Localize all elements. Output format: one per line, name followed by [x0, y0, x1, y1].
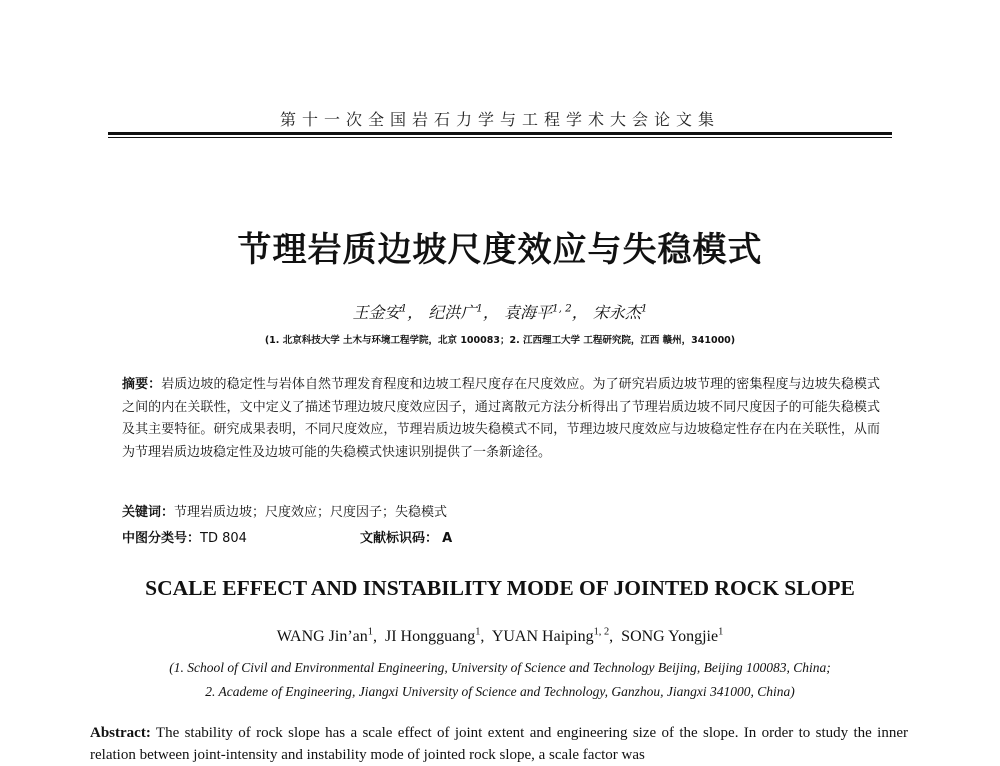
english-affiliation-line-2: 2. Academe of Engineering, Jiangxi University of Science and Technology, Ganzhou, Jiangxi 341000, China)	[205, 684, 795, 699]
author-affiliation-mark: 1	[367, 626, 373, 638]
author-affiliation-mark: 1, 2	[551, 302, 572, 315]
keywords-label: 关键词：	[122, 505, 175, 520]
abstract-text: 岩质边坡的稳定性与岩体自然节理发育程度和边坡工程尺度存在尺度效应。为了研究岩质边坡节理的密集程度与边坡失稳模式之间的内在关联性，文中定义了描述节理边坡尺度效应因子，通过离散元方法分析得出了节理岩质边坡不同尺度因子的可能失稳模式及其主要特征。研究成果表明，不同尺度效应，节理岩质边坡失稳模式不同，节理边坡尺度效应与边坡稳定性存在内在关联性，从而为节理岩质边坡稳定性及边坡可能的失稳模式快速识别提供了一条新途径。	[122, 377, 880, 460]
author-affiliation-mark: 1	[400, 302, 408, 315]
author-affiliation-mark: 1	[640, 302, 648, 315]
chinese-abstract	[122, 374, 880, 464]
author-affiliation-mark: 1	[718, 626, 724, 638]
chinese-title: 节理岩质边坡尺度效应与失稳模式	[237, 230, 763, 270]
chinese-affiliations: (1. 北京科技大学 土木与环境工程学院，北京 100083；2. 江西理工大学 工程研究院，江西 赣州，341000)	[264, 335, 736, 346]
abstract-text: The stability of rock slope has a scale effect of joint extent and engineering size of the slope. In order to study the inner relation between joint-intensity and instability mode of jointed rock slope, a scale factor was	[90, 725, 908, 763]
english-affiliation-line-1: (1. School of Civil and Environmental Engineering, University of Science and Technology Beijing, Beijing 100083, China;	[169, 660, 831, 675]
running-header: 第十一次全国岩石力学与工程学术大会论文集	[279, 110, 720, 129]
author-name: 宋永杰	[592, 303, 641, 322]
chinese-keywords	[122, 501, 447, 520]
english-author-list: WANG $Jin’an^1$, JI Hongguang$^1$, YUAN Haiping$^{1, 2}$, SONG Yongjie$^1$	[276, 626, 724, 645]
english-abstract	[90, 722, 908, 766]
abstract-label: Abstract:	[90, 725, 151, 741]
author-name: JI Hongguang	[384, 628, 476, 645]
english-title: SCALE EFFECT AND INSTABILITY MODE OF JOINTED ROCK SLOPE	[145, 576, 855, 600]
classification-number	[122, 527, 247, 546]
header-rule	[108, 132, 892, 135]
document-code-value: A	[442, 531, 453, 546]
chinese-author-list: 王金安$^1$， 纪洪广$^1$， 袁海平$^{1, 2}$， 宋永杰$^1$	[352, 302, 648, 322]
author-name: 袁海平	[503, 303, 552, 322]
author-name: WANG Jin’an	[276, 628, 368, 645]
header-rule-thin	[108, 137, 892, 138]
author-name: YUAN Haiping	[491, 628, 594, 645]
author-affiliation-mark: 1	[475, 626, 481, 638]
author-affiliation-mark: 1	[476, 302, 483, 315]
abstract-label: 摘要：	[122, 377, 162, 392]
author-name: 王金安	[352, 303, 401, 322]
classification-label: 中图分类号：	[122, 531, 201, 546]
author-name: 纪洪广	[428, 303, 477, 322]
author-affiliation-mark: 1, 2	[593, 626, 610, 638]
document-code	[360, 527, 452, 546]
author-name: SONG Yongjie	[621, 628, 719, 645]
document-code-label: 文献标识码：	[360, 531, 439, 546]
classification-value: TD 804	[200, 531, 247, 546]
keywords-text: 节理岩质边坡；尺度效应；尺度因子；失稳模式	[174, 505, 448, 520]
